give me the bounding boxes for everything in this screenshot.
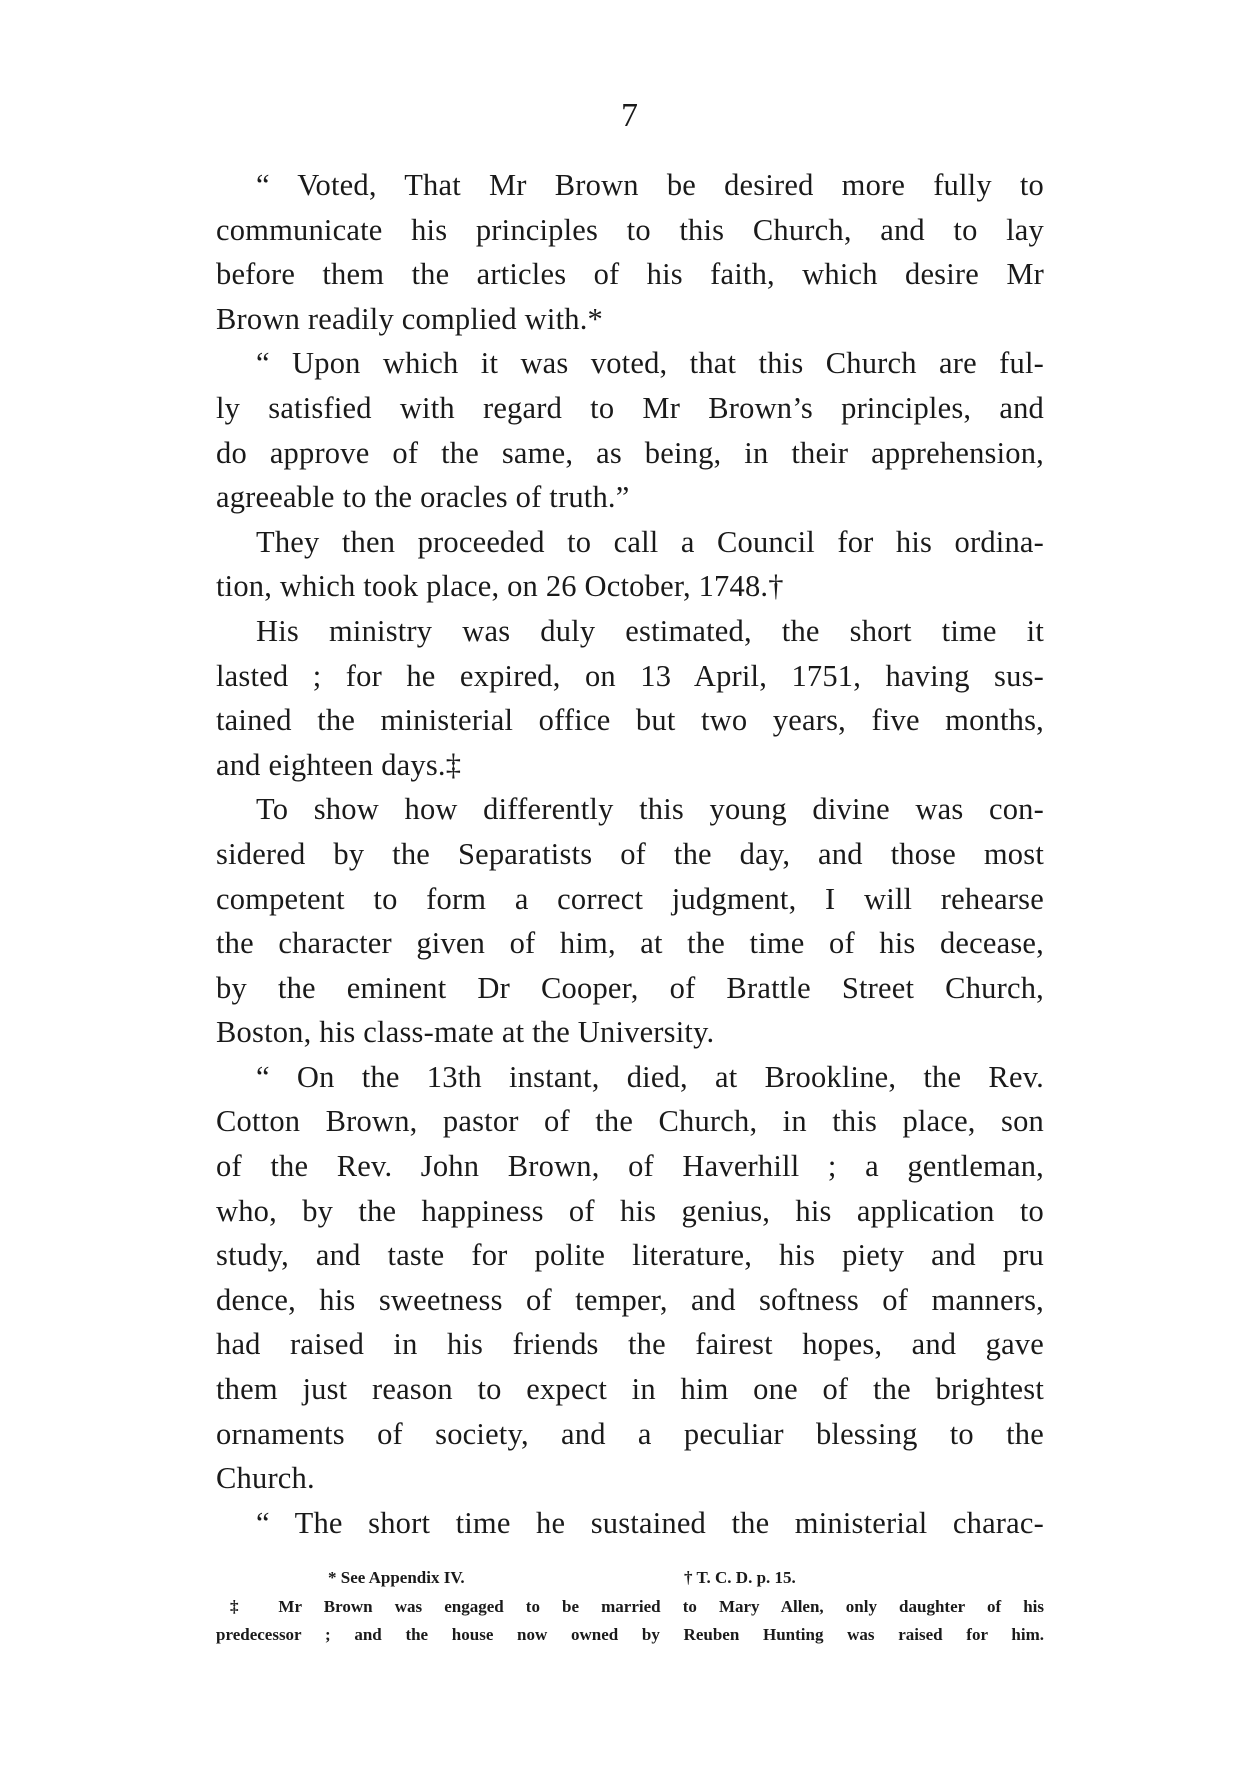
body-line: and eighteen days.‡ <box>216 747 462 782</box>
body-line: ly satisfied with regard to Mr Brown’s principles, and <box>216 390 1044 425</box>
body-line: had raised in his friends the fairest hopes, and gave <box>216 1327 1044 1362</box>
body-line: “ The short time he sustained the ministerial charac- <box>256 1505 1044 1540</box>
body-line: Brown readily complied with.* <box>216 301 603 336</box>
body-line: do approve of the same, as being, in their apprehension, <box>216 435 1044 470</box>
body-line: tained the ministerial office but two years, five months, <box>216 703 1044 738</box>
body-line: competent to form a correct judgment, I will rehearse <box>216 881 1044 916</box>
page-number: 7 <box>621 97 638 134</box>
body-line: To show how differently this young divine was con- <box>256 792 1044 827</box>
body-line: dence, his sweetness of temper, and softness of manners, <box>216 1282 1044 1317</box>
footnote-row <box>216 1563 1044 1593</box>
body-line: Cotton Brown, pastor of the Church, in this place, son <box>216 1104 1044 1139</box>
body-line: “ Upon which it was voted, that this Church are ful- <box>256 346 1044 381</box>
body-line: tion, which took place, on 26 October, 1748.† <box>216 569 784 604</box>
body-line: before them the articles of his faith, which desire Mr <box>216 257 1044 292</box>
body-line: the character given of him, at the time of his decease, <box>216 926 1044 961</box>
body-line: lasted ; for he expired, on 13 April, 1751, having sus- <box>216 658 1044 693</box>
body-line: agreeable to the oracles of truth.” <box>216 480 630 515</box>
body-line: ornaments of society, and a peculiar blessing to the <box>216 1416 1044 1451</box>
body-line: by the eminent Dr Cooper, of Brattle Street Church, <box>216 970 1044 1005</box>
body-line: They then proceeded to call a Council for his ordina- <box>256 524 1044 559</box>
body-line: of the Rev. John Brown, of Haverhill ; a gentleman, <box>216 1149 1044 1184</box>
body-line: communicate his principles to this Church, and to lay <box>216 212 1044 247</box>
footnote-tcd: † T. C. D. p. 15. <box>684 1568 796 1587</box>
footnote-see-appendix: * See Appendix IV. <box>328 1568 465 1587</box>
body-line: His ministry was duly estimated, the short time it <box>256 613 1044 648</box>
body-line: Church. <box>216 1461 315 1496</box>
footnotes <box>216 1563 1044 1649</box>
body-line: sidered by the Separatists of the day, and those most <box>216 836 1044 871</box>
body-line: “ On the 13th instant, died, at Brookline, the Rev. <box>256 1059 1044 1094</box>
footnote-married-line: ‡ Mr Brown was engaged to be married to Mary Allen, only daughter of his <box>230 1597 1044 1616</box>
body-line: “ Voted, That Mr Brown be desired more fully to <box>256 168 1044 202</box>
body-line: Boston, his class-mate at the University. <box>216 1015 715 1050</box>
body-line: them just reason to expect in him one of the brightest <box>216 1372 1044 1407</box>
body-line: who, by the happiness of his genius, his application to <box>216 1193 1044 1228</box>
body-text <box>216 163 1044 1545</box>
body-line: study, and taste for polite literature, his piety and pru <box>216 1238 1044 1273</box>
footnote-married-line: predecessor ; and the house now owned by Reuben Hunting was raised for him. <box>216 1625 1044 1644</box>
